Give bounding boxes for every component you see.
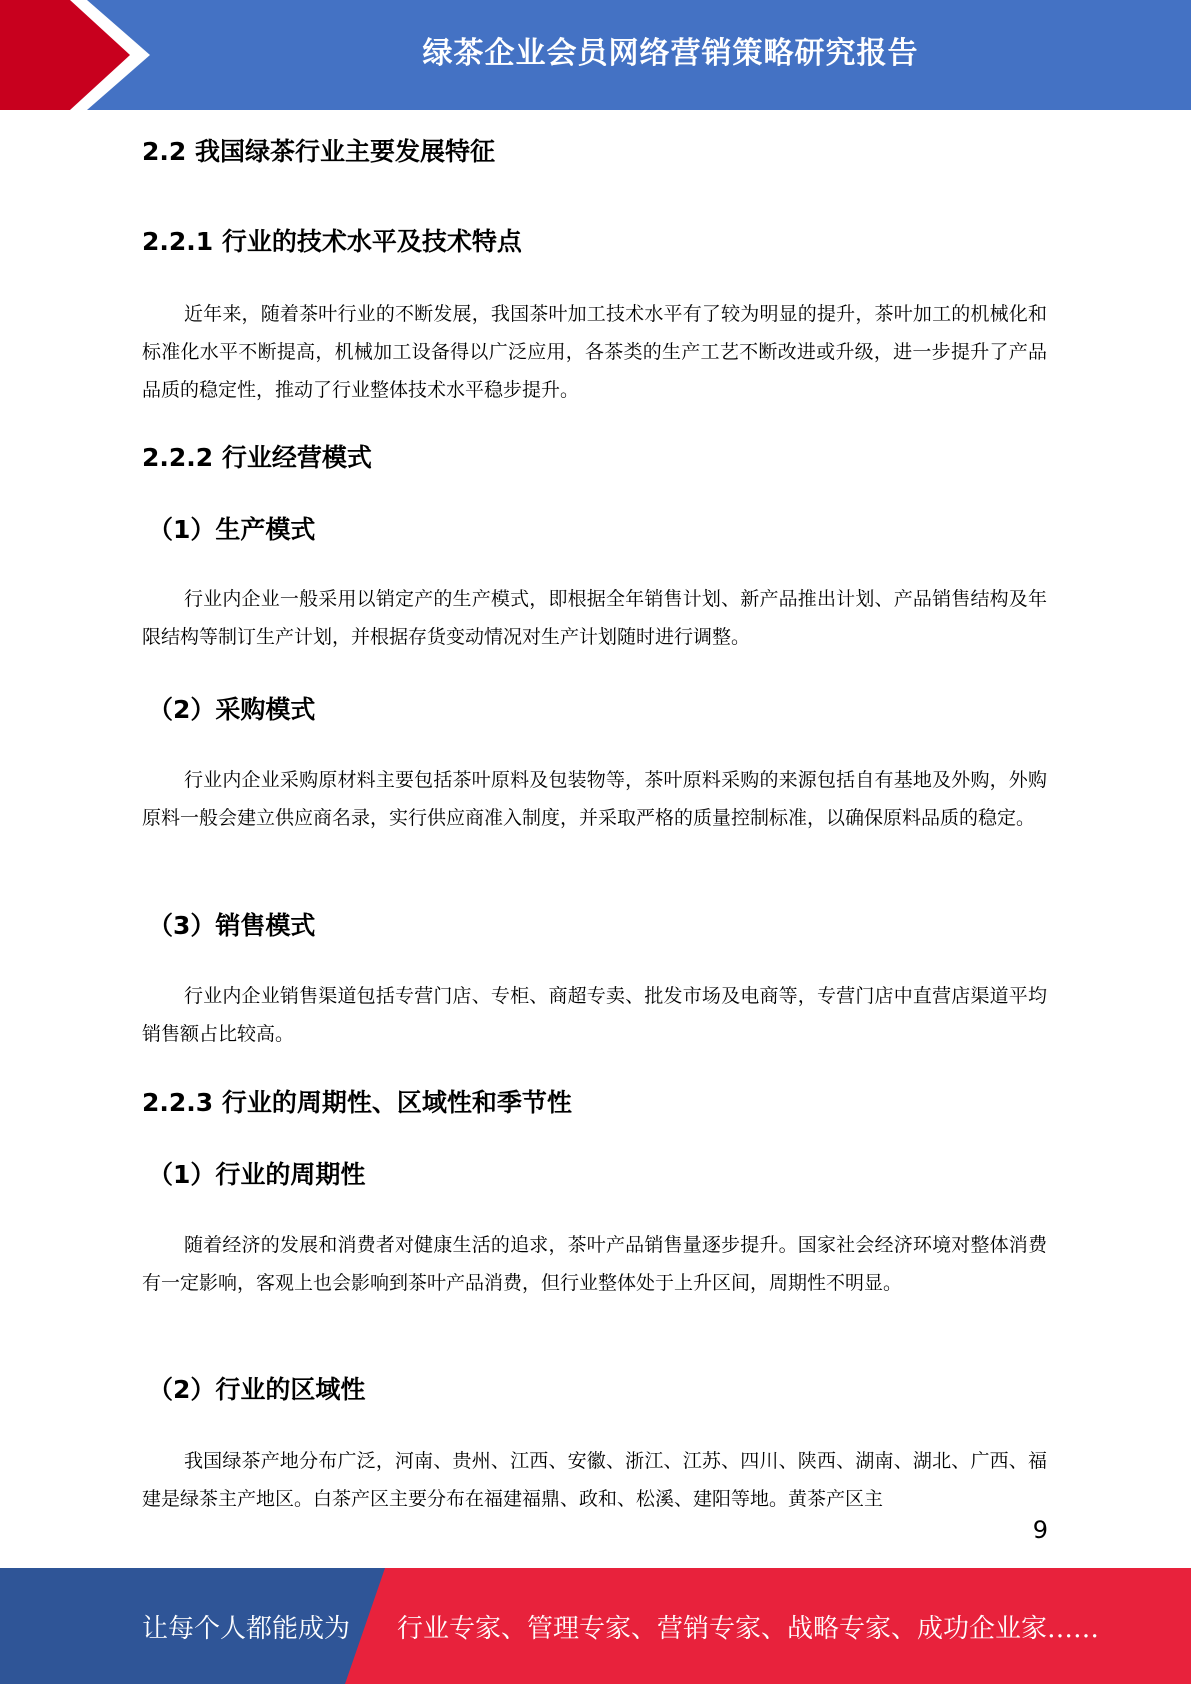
section-heading-2-2-1: 2.2.1 行业的技术水平及技术特点 bbox=[142, 227, 522, 256]
section-heading-2-2: 2.2 我国绿茶行业主要发展特征 bbox=[142, 137, 495, 166]
footer-slogan-left: 让每个人都能成为 bbox=[142, 1613, 351, 1644]
subheading-sales-mode: （3）销售模式 bbox=[148, 911, 316, 940]
report-title: 绿茶企业会员网络营销策略研究报告 bbox=[422, 36, 919, 71]
paragraph-cyclicality: 随着经济的发展和消费者对健康生活的追求，茶叶产品销售量逐步提升。国家社会经济环境对整体消费有一定影响，客观上也会影响到茶叶产品消费，但行业整体处于上升区间，周期性不明显。 bbox=[142, 1234, 1047, 1294]
subheading-regionality: （2）行业的区域性 bbox=[148, 1375, 366, 1404]
subheading-production-mode: （1）生产模式 bbox=[148, 515, 316, 544]
paragraph-regionality: 我国绿茶产地分布广泛，河南、贵州、江西、安徽、浙江、江苏、四川、陕西、湖南、湖北、广西、福建是绿茶主产地区。白茶产区主要分布在福建福鼎、政和、松溪、建阳等地。黄茶产区主 bbox=[142, 1450, 1047, 1510]
paragraph-sales-mode: 行业内企业销售渠道包括专营门店、专柜、商超专卖、批发市场及电商等，专营门店中直营店渠道平均销售额占比较高。 bbox=[142, 985, 1047, 1045]
page-footer bbox=[0, 1568, 1191, 1684]
paragraph-purchase-mode: 行业内企业采购原材料主要包括茶叶原料及包装物等，茶叶原料采购的来源包括自有基地及外购，外购原料一般会建立供应商名录，实行供应商准入制度，并采取严格的质量控制标准，以确保原料品质的稳定。 bbox=[142, 769, 1047, 829]
paragraph-tech-level: 近年来，随着茶叶行业的不断发展，我国茶叶加工技术水平有了较为明显的提升，茶叶加工的机械化和标准化水平不断提高，机械加工设备得以广泛应用，各茶类的生产工艺不断改进或升级，进一步提升了产品品质的稳定性，推动了行业整体技术水平稳步提升。 bbox=[142, 303, 1047, 401]
section-heading-2-2-2: 2.2.2 行业经营模式 bbox=[142, 443, 372, 472]
page-number: 9 bbox=[1032, 1516, 1048, 1544]
subheading-purchase-mode: （2）采购模式 bbox=[148, 695, 316, 724]
section-heading-2-2-3: 2.2.3 行业的周期性、区域性和季节性 bbox=[142, 1088, 572, 1117]
page-header bbox=[0, 0, 1191, 110]
header-chevron-icon bbox=[0, 0, 140, 110]
subheading-cyclicality: （1）行业的周期性 bbox=[148, 1160, 366, 1189]
footer-slogan-right: 行业专家、管理专家、营销专家、战略专家、成功企业家…… bbox=[397, 1613, 1100, 1644]
paragraph-production-mode: 行业内企业一般采用以销定产的生产模式，即根据全年销售计划、新产品推出计划、产品销售结构及年限结构等制订生产计划，并根据存货变动情况对生产计划随时进行调整。 bbox=[142, 588, 1047, 648]
